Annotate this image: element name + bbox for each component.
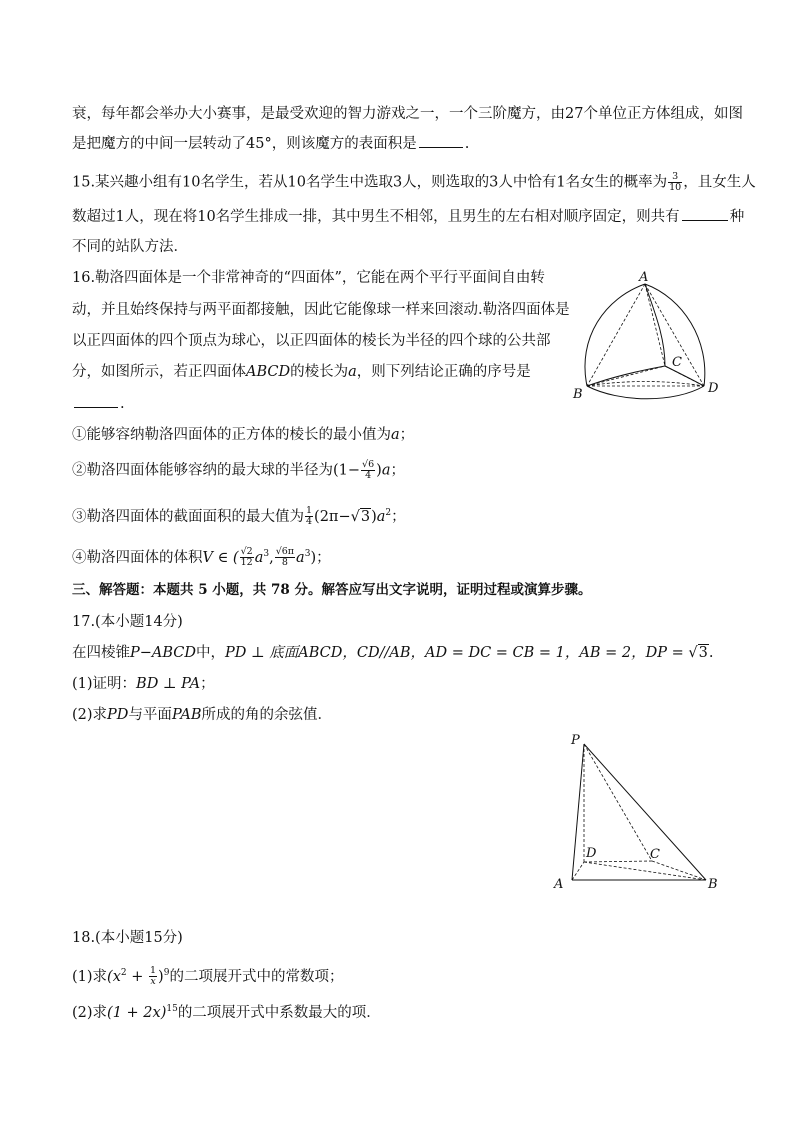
q17-sqrt: 3	[698, 645, 708, 661]
edge-db	[584, 862, 706, 880]
q15-probability-fraction	[668, 172, 682, 193]
q15-text-1: 15.某兴趣小组有10名学生，若从10名学生中选取3人，则选取的3人中恰有1名女生的概率为	[72, 174, 668, 191]
q16-line-5	[72, 393, 125, 414]
q18-part1-b: 的二项展开式中的常数项；	[169, 968, 344, 985]
q16-text: ，则下列结论正确的序号是	[356, 364, 531, 380]
var-a: a	[348, 364, 357, 380]
q18-sup15: 15	[166, 1004, 178, 1014]
opt2-var: a	[381, 462, 391, 479]
q18-part-2	[72, 999, 381, 1023]
q17-part-2	[72, 705, 332, 725]
q16-option-4	[72, 544, 331, 568]
opt2-text: ②勒洛四面体能够容纳的最大球的半径为	[72, 462, 333, 479]
q17-stem-end: .	[708, 645, 714, 661]
opt4-v: V ∈ (	[202, 549, 239, 566]
q16-option-1	[72, 425, 414, 445]
frac-den: 8	[281, 557, 288, 569]
q17-header: 17.(本小题14分)	[72, 614, 183, 630]
intro-line-1: 衰，每年都会举办大小赛事，是最受欢迎的智力游戏之一，一个三阶魔方，由27个单位正方体组成，如图	[72, 106, 743, 122]
opt3-var: a	[376, 508, 386, 525]
q17-stem: 在四棱锥P−ABCD中，PD ⊥ 底面ABCD，CD//AB，AD = DC = CB = 1，AB = 2，DP = √3.	[72, 645, 714, 661]
label-a: A	[554, 877, 564, 892]
intro-text: 是把魔方的中间一层转动了45°，则该魔方的表面积是	[72, 136, 417, 152]
q18-plus: +	[126, 968, 148, 985]
opt4-fraction-2	[275, 547, 295, 568]
opt3-text: ③勒洛四面体的截面面积的最大值为	[72, 508, 304, 525]
opt2-open: (1−	[333, 462, 361, 479]
frac-num: 3	[668, 172, 682, 183]
edge-ac	[645, 284, 665, 366]
opt1-text: ①能够容纳勒洛四面体的正方体的棱长的最小值为	[72, 427, 391, 443]
opt4-var: a	[254, 549, 264, 566]
opt3-c: )	[371, 508, 377, 525]
opt4-text: ④勒洛四面体的体积	[72, 549, 203, 566]
section-3-title: 三、解答题：本题共 5 小题，共 78 分。解答应写出文字说明，证明过程或演算步骤。	[72, 582, 592, 598]
q16-option-3: ③勒洛四面体的截面面积的最大值为 $\frac{1}{4}$ $(2\pi-√3)a^2$；	[72, 505, 406, 528]
label-c: C	[650, 847, 660, 862]
frac-den: 12	[240, 557, 253, 569]
label-p: P	[571, 733, 580, 748]
frac-num: 1	[150, 965, 157, 977]
frac-den: 4	[365, 470, 372, 481]
opt3-fraction	[305, 506, 313, 527]
opt2-fraction	[361, 460, 375, 481]
frac-den: 10	[669, 182, 682, 193]
q18-close: )	[158, 968, 164, 985]
q18-part-1	[72, 963, 343, 987]
q18-part2-b: 的二项展开式中系数最大的项．	[177, 1004, 381, 1021]
opt4-fraction-1	[240, 547, 254, 568]
opt4-var: a	[296, 549, 305, 566]
edge-pb	[584, 744, 706, 880]
q17-part1-end: ；	[200, 676, 215, 692]
q16-line-2: 动，并且始终保持与两平面都接触，因此它能像球一样来回滚动.勒洛四面体是	[72, 302, 570, 318]
q15-line-1	[72, 172, 756, 193]
label-d: D	[708, 381, 719, 396]
q15-line-3: 不同的站队方法．	[72, 239, 188, 255]
q18-sup9: 9	[163, 968, 170, 978]
answer-blank	[682, 206, 728, 221]
q17-part2-a: (2)求	[72, 707, 108, 723]
reuleaux-tetrahedron-figure	[565, 268, 730, 403]
label-d: D	[586, 846, 597, 861]
frac-den: x	[150, 976, 156, 988]
answer-blank	[419, 133, 463, 148]
q15-text-2b: 种	[729, 209, 745, 225]
q17-part2-b: 与平面	[128, 707, 172, 723]
q16-text: 分，如图所示，若正四面体	[72, 364, 246, 380]
frac-num: 1	[306, 505, 313, 517]
opt3-sqrt: 3	[360, 508, 371, 525]
opt4-sup: 3	[263, 549, 270, 559]
opt2-close: )	[376, 462, 382, 479]
label-a: A	[639, 270, 649, 285]
arc-bd-bottom	[587, 386, 704, 399]
q15-text-2: 数超过1人，现在将10名学生排成一排，其中男生不相邻，且男生的左右相对顺序固定，则共有	[72, 209, 680, 225]
q16-line-4	[72, 362, 531, 382]
frac-num: √6π	[275, 546, 295, 558]
q17-conditions: PD ⊥ 底面ABCD，CD//AB，AD = DC = CB = 1，AB = 2，DP =	[225, 645, 689, 661]
intro-line-2: 是把魔方的中间一层转动了45°，则该魔方的表面积是 .	[72, 133, 469, 154]
q17-part1-label: (1)证明：	[72, 676, 137, 692]
q18-header: 18.(本小题15分)	[72, 930, 183, 946]
opt3-sup: 2	[385, 508, 392, 518]
q17-stem-a: 在四棱锥	[72, 645, 130, 661]
q16-end: .	[120, 396, 125, 412]
q17-part1-expr: BD ⊥ PA	[136, 676, 201, 692]
arc-bd-top	[587, 382, 704, 387]
q17-pyramid: P−ABCD	[130, 645, 197, 661]
frac-num: √6	[362, 459, 375, 470]
opt4-comma: ,	[269, 549, 274, 566]
answer-blank	[74, 393, 118, 408]
q15-line-2	[72, 206, 744, 227]
q18-part1-a: (1)求	[72, 968, 108, 985]
edge-pa	[572, 744, 584, 880]
edge-ab	[587, 284, 645, 386]
q17-stem-b: 中，	[196, 645, 226, 661]
opt4-sup: 3	[304, 549, 311, 559]
q17-part2-c: 所成的角的余弦值．	[201, 707, 332, 723]
label-b: B	[573, 387, 583, 402]
q18-expr: (1 + 2x)	[107, 1004, 167, 1021]
opt4-end: )；	[310, 549, 331, 566]
var-abcd: ABCD	[246, 364, 291, 380]
frac-num: √2	[240, 546, 253, 558]
edge-dc	[584, 861, 652, 862]
label-b: B	[708, 877, 718, 892]
pyramid-figure	[550, 730, 725, 895]
q18-sup2: 2	[120, 968, 127, 978]
opt1-var: a	[391, 427, 400, 443]
q18-part2-a: (2)求	[72, 1004, 108, 1021]
q16-line-1: 16.勒洛四面体是一个非常神奇的“四面体”，它能在两个平行平面间自由转	[72, 270, 545, 286]
edge-pc	[584, 744, 652, 861]
q18-x: (x	[107, 968, 121, 985]
q18-fraction	[149, 966, 157, 987]
q16-line-3: 以正四面体的四个顶点为球心，以正四面体的棱长为半径的四个球的公共部	[72, 333, 551, 349]
opt3-b: (2π−	[314, 508, 351, 525]
q17-pab: PAB	[171, 707, 202, 723]
q17-pd: PD	[107, 707, 129, 723]
q17-part-1	[72, 674, 215, 694]
opt1-end: ；	[399, 427, 415, 443]
opt2-end: ；	[390, 462, 405, 479]
opt3-end: ；	[391, 508, 406, 525]
edge-bc	[587, 366, 665, 386]
q16-option-2	[72, 460, 405, 481]
q15-text-1b: ，且女生人	[683, 174, 756, 191]
q16-text: 的棱长为	[290, 364, 349, 380]
frac-den: 4	[306, 516, 313, 528]
label-c: C	[672, 355, 682, 370]
